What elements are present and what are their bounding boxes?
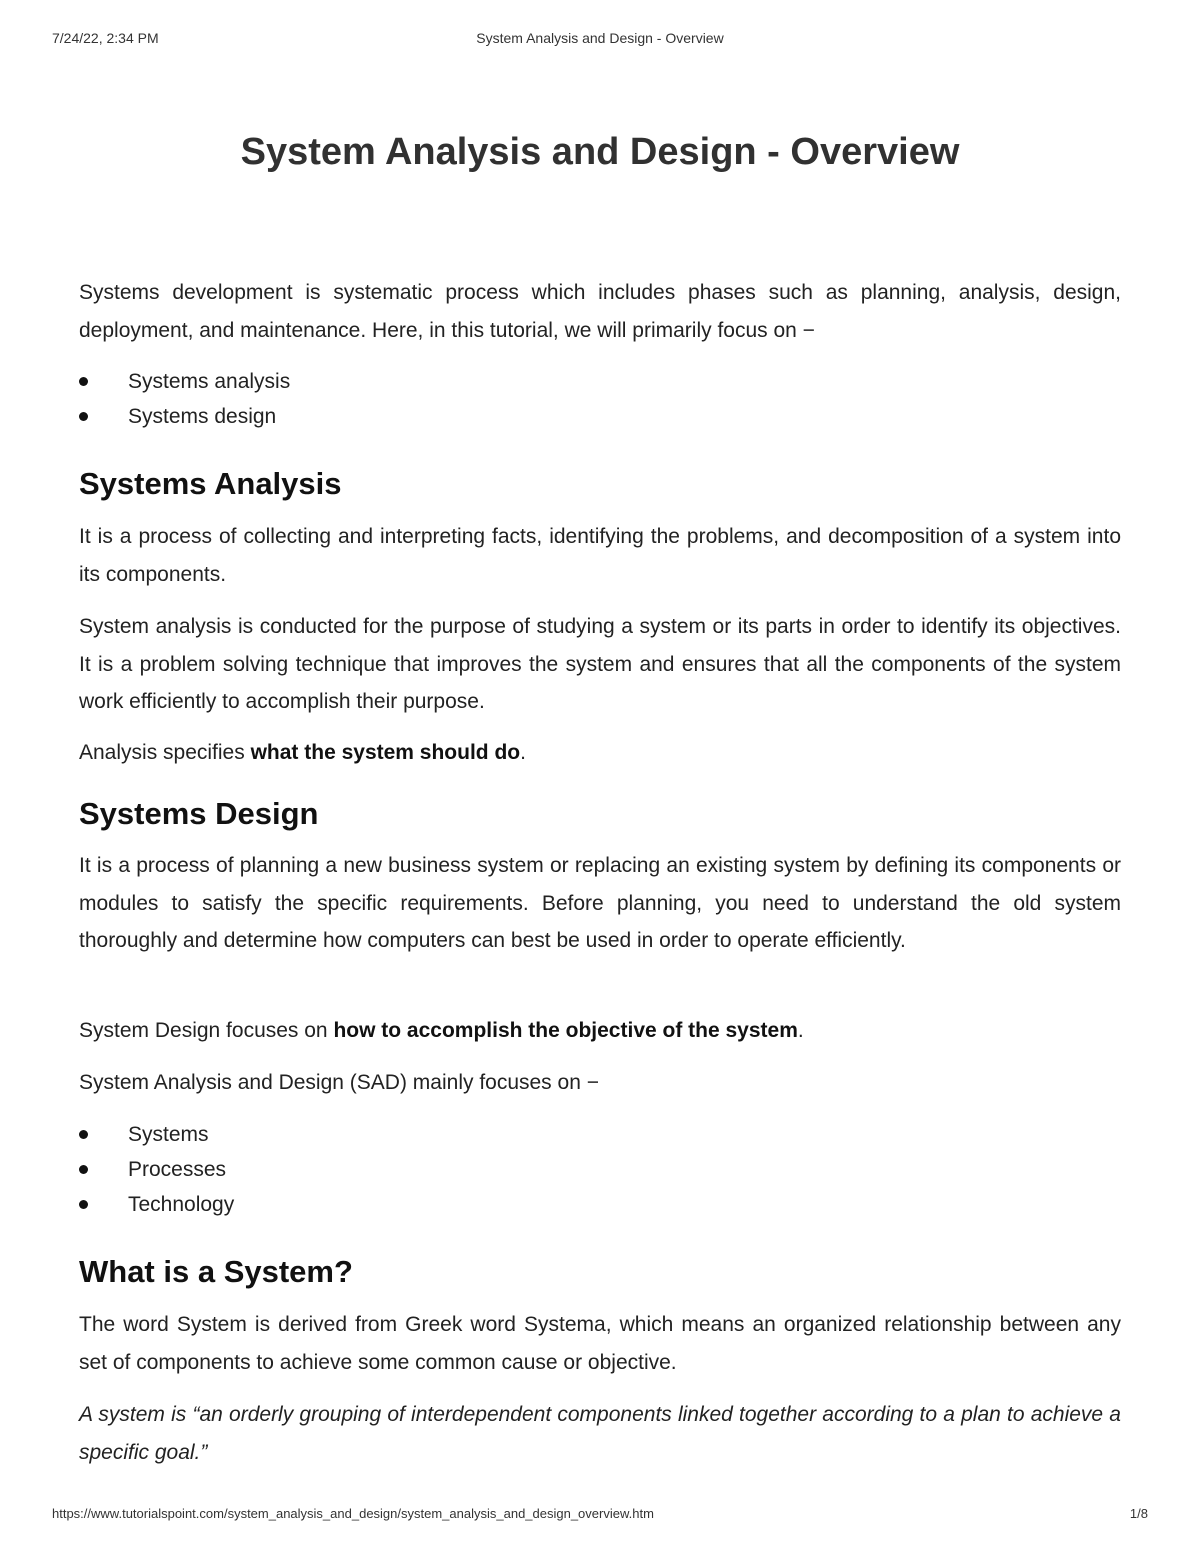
bullet-icon [79,412,88,421]
list-item: Processes [79,1152,234,1187]
analysis-paragraph-3: Analysis specifies what the system should do. [79,741,526,764]
analysis-paragraph-2: System analysis is conducted for the purpose of studying a system or its parts in order to identify its objectives. It is a problem solving technique that improves the system and ensures that all the components of the system work efficiently to accomplish their purpose. [79,615,1121,713]
list-item: Systems [79,1117,234,1152]
heading-systems-analysis: Systems Analysis [79,466,342,501]
intro-paragraph: Systems development is systematic process which includes phases such as planning, analysis, design, deployment, and maintenance. Here, in this tutorial, we will primarily focus on − [79,281,1121,342]
bullet-icon [79,377,88,386]
print-datetime: 7/24/22, 2:34 PM [52,30,159,46]
system-definition-paragraph: The word System is derived from Greek word Systema, which means an organized relationship between any set of components to achieve some common cause or objective. [79,1313,1121,1374]
design-paragraph-1: It is a process of planning a new business system or replacing an existing system by defining its components or modules to satisfy the specific requirements. Before planning, you need to understand the old system thoroughly and determine how computers can best be used in order to operate efficiently. [79,854,1121,952]
design-emphasis: how to accomplish the objective of the system [333,1019,798,1042]
bullet-icon [79,1165,88,1174]
analysis-emphasis: what the system should do [250,741,521,764]
page-url: https://www.tutorialspoint.com/system_analysis_and_design/system_analysis_and_design_overview.htm [52,1506,654,1521]
system-quote: A system is “an orderly grouping of interdependent components linked together according to a plan to achieve a specific goal.” [79,1403,1121,1464]
page-title: System Analysis and Design - Overview [240,131,960,173]
print-footer [52,1506,1148,1526]
print-page-title: System Analysis and Design - Overview [476,30,724,46]
design-paragraph-3: System Analysis and Design (SAD) mainly focuses on − [79,1071,599,1094]
bullet-icon [79,1200,88,1209]
heading-systems-design: Systems Design [79,796,319,831]
design-paragraph-2: System Design focuses on how to accomplish the objective of the system. [79,1019,804,1042]
list-item: Systems analysis [79,364,290,399]
list-item: Technology [79,1187,234,1222]
print-header [52,30,1148,50]
heading-what-is-a-system: What is a System? [79,1254,353,1289]
sad-focus-list [79,1117,234,1222]
analysis-paragraph-1: It is a process of collecting and interpreting facts, identifying the problems, and decomposition of a system into its components. [79,525,1121,586]
list-item: Systems design [79,399,290,434]
page-number: 1/8 [1129,1506,1148,1521]
bullet-icon [79,1130,88,1139]
intro-focus-list [79,364,290,434]
